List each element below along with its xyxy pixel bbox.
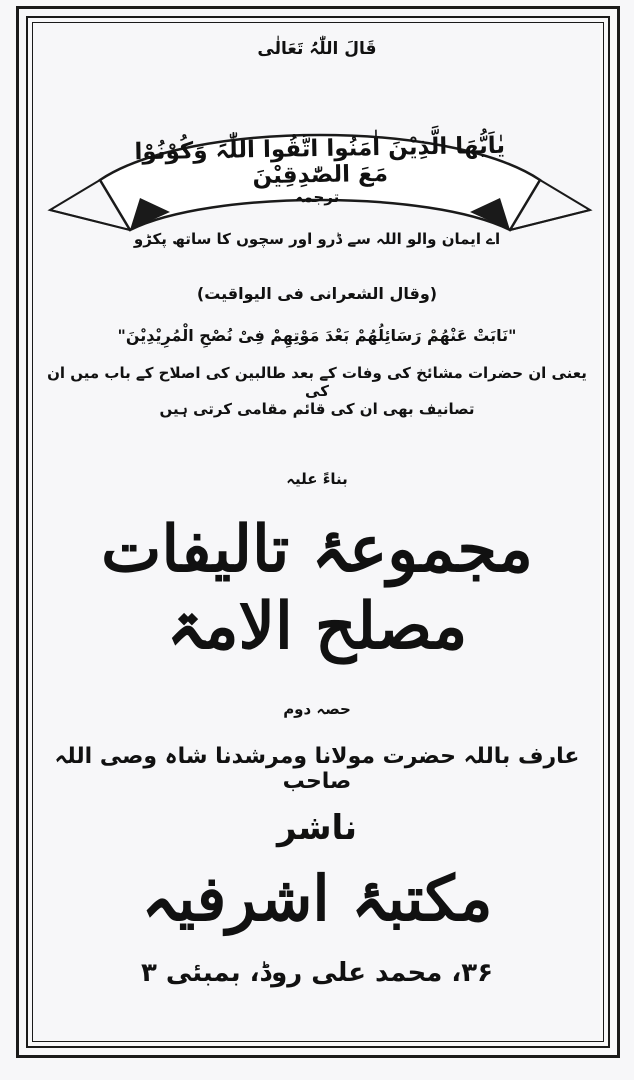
- ribbon-verse-text: یٰاَیُّھَا الَّذِیْنَ اٰمَنُوا اتَّقُوا اللّٰہَ وَکُوْنُوْا مَعَ الصّٰدِقِیْنَ: [134, 132, 506, 190]
- translation-label: ترجمہ: [294, 188, 340, 206]
- author-line: عارف باللہ حضرت مولانا ومرشدنا شاہ وصی اللہ صاحب: [54, 744, 580, 794]
- quote-attribution: (وقال الشعرانی فی الیواقیت): [196, 284, 438, 303]
- publisher-address: ۳۶، محمد علی روڈ، بمبئی ۳: [140, 958, 494, 988]
- publisher-label: ناشر: [276, 808, 358, 848]
- book-title: مجموعۂ تالیفات مصلح الامۃ: [101, 512, 533, 664]
- publisher-name: مکتبۂ اشرفیہ: [141, 862, 493, 935]
- explanation-line-2: تصانیف بھی ان کی قائم مقامی کرتی ہیں: [159, 400, 475, 418]
- qal-heading: قَالَ اللّٰہُ تَعَالٰی: [257, 39, 377, 59]
- explanation-line-1: یعنی ان حضرات مشائخ کی وفات کے بعد طالبین کی اصلاح کے باب میں ان کی: [47, 364, 587, 400]
- translation-text: اے ایمان والو اللہ سے ڈرو اور سچوں کا ساتھ پکڑو: [133, 230, 501, 248]
- volume-label: حصہ دوم: [283, 700, 351, 718]
- bina-alaih: بناءً علیہ: [286, 470, 348, 488]
- arabic-verse: "نَابَتْ عَنْھُمْ رَسَائِلُھُمْ بَعْدَ مَوْتِھِمْ فِیْ نُصْحِ الْمُرِیْدِیْنَ": [117, 326, 517, 345]
